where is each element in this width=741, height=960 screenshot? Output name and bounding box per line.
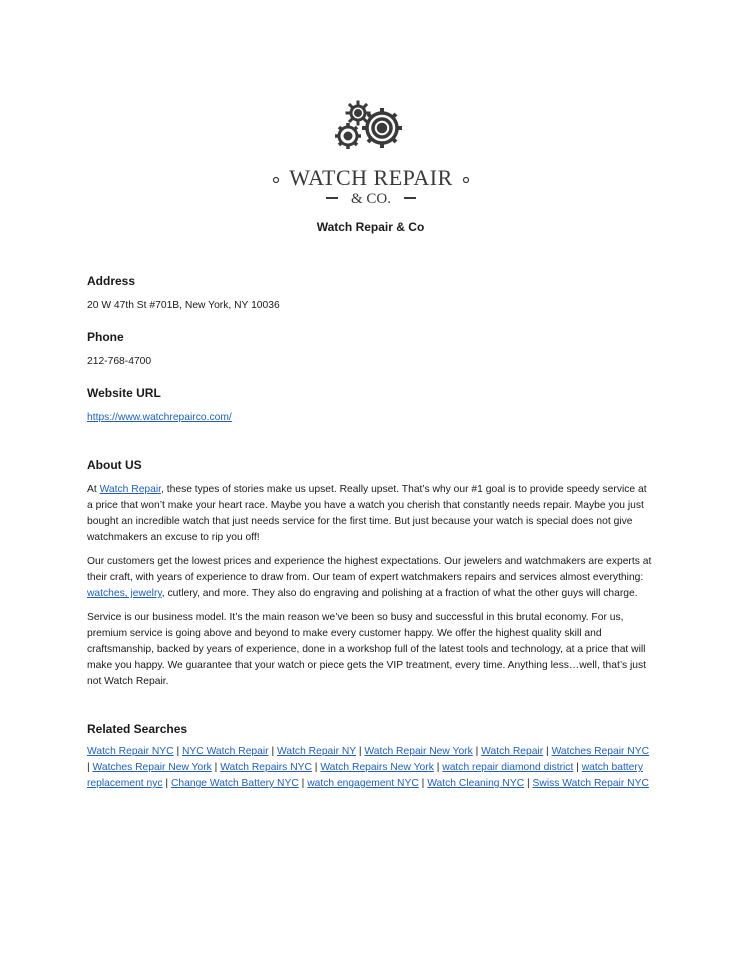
- related-search-link[interactable]: watch repair diamond district: [442, 762, 574, 773]
- link-separator: |: [573, 762, 582, 773]
- related-search-link[interactable]: Watch Cleaning NYC: [427, 778, 525, 789]
- company-name: Watch Repair & Co: [316, 220, 425, 234]
- related-search-link[interactable]: Change Watch Battery NYC: [170, 778, 299, 789]
- address-heading: Address: [87, 274, 136, 288]
- address-value: 20 W 47th St #701B, New York, NY 10036: [87, 300, 280, 311]
- about-p1-text-end: , these types of stories make us upset. Really upset. That’s why our #1 goal is to provide speedy service at a price that won’t make your heart race. Maybe you have a watch you cherish that constantly needs repair. Maybe you just bought an incredible watch that just needs service for the first time. But just because your watch is special does not give watchmakers an excuse to rip you off!: [87, 484, 647, 543]
- link-separator: |: [268, 746, 277, 757]
- link-separator: |: [87, 762, 93, 773]
- company-logo: [268, 96, 474, 206]
- document-body: [87, 272, 652, 792]
- related-search-link[interactable]: watch engagement NYC: [307, 778, 419, 789]
- website-link[interactable]: https://www.watchrepairco.com/: [87, 412, 232, 423]
- related-search-link[interactable]: Watch Repair: [481, 746, 544, 757]
- related-search-link[interactable]: Watch Repairs NYC: [220, 762, 312, 773]
- watches-jewelry-link[interactable]: watches, jewelry: [87, 588, 162, 599]
- watch-repair-link[interactable]: Watch Repair: [99, 484, 162, 495]
- related-search-link[interactable]: Watch Repair NY: [277, 746, 356, 757]
- link-separator: |: [543, 746, 552, 757]
- related-search-link[interactable]: Watch Repair New York: [364, 746, 473, 757]
- related-search-link[interactable]: Watch Repair NYC: [87, 746, 174, 757]
- link-separator: |: [418, 778, 428, 789]
- about-heading: About US: [87, 458, 142, 472]
- related-search-link[interactable]: watch battery replacement nyc: [87, 762, 643, 789]
- related-search-link[interactable]: Watch Repairs New York: [320, 762, 434, 773]
- related-searches-list: [87, 744, 652, 792]
- link-separator: |: [211, 762, 221, 773]
- link-separator: |: [433, 762, 443, 773]
- related-searches-heading: Related Searches: [87, 722, 188, 736]
- website-heading: Website URL: [87, 386, 161, 400]
- about-paragraph-3: Service is our business model. It’s the main reason we’ve been so busy and successful in this brutal economy. For us, premium service is going above and beyond to make every customer happy. We offer the highest quality skill and craftsmanship, backed by years of experience, done in a workshop full of the latest tools and technology, at a price that will make you happy. We guarantee that your watch or piece gets the VIP treatment, every time. Anything less…well, that’s just not Watch Repair.: [87, 612, 646, 687]
- link-separator: |: [173, 746, 182, 757]
- about-p2-text-end: , cutlery, and more. They also do engraving and polishing at a fraction of what the other guys will charge.: [161, 588, 638, 599]
- link-separator: |: [472, 746, 482, 757]
- related-search-link[interactable]: Watches Repair New York: [92, 762, 212, 773]
- phone-heading: Phone: [87, 330, 124, 344]
- link-separator: |: [298, 778, 308, 789]
- phone-value: 212-768-4700: [87, 356, 152, 367]
- logo-subtext: & CO.: [350, 191, 392, 206]
- related-search-link[interactable]: Watches Repair NYC: [551, 746, 650, 757]
- link-separator: |: [162, 778, 171, 789]
- about-p2-text-start: Our customers get the lowest prices and experience the highest expectations. Our jewelers and watchmakers are experts at their craft, with years of experience to draw from. Our team of expert watchmakers repairs and services almost everything:: [87, 556, 652, 583]
- about-p1-text-start: At: [87, 484, 100, 495]
- link-separator: |: [311, 762, 321, 773]
- about-paragraph-1: [87, 482, 652, 546]
- link-separator: |: [524, 778, 533, 789]
- link-separator: |: [355, 746, 365, 757]
- gears-logo-icon: [268, 96, 474, 206]
- about-paragraph-2: [87, 554, 652, 602]
- logo-text: WATCH REPAIR: [289, 165, 453, 190]
- related-search-link[interactable]: NYC Watch Repair: [182, 746, 269, 757]
- related-search-link[interactable]: Swiss Watch Repair NYC: [532, 778, 649, 789]
